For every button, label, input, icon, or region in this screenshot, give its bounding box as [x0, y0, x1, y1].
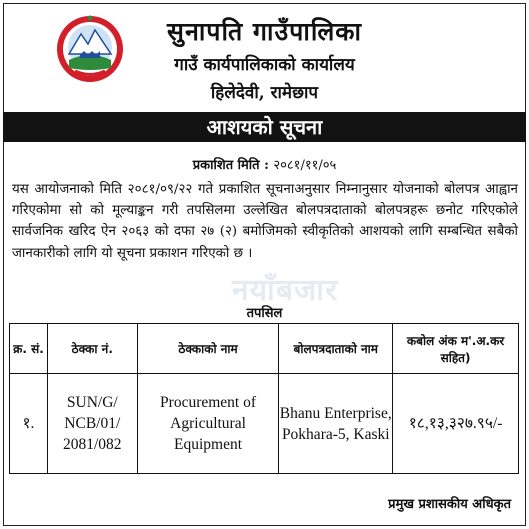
- watermark-text: नयाँबजार: [232, 273, 339, 308]
- header-sn: क्र. सं.: [10, 324, 48, 374]
- table-row: [10, 374, 519, 474]
- office-address: हिलेदेवी, रामेछाप: [210, 83, 319, 103]
- tender-table: [9, 323, 519, 474]
- cell-contract-no: SUN/G/ NCB/01/ 2081/082: [47, 374, 137, 474]
- notice-body: यस आयोजनाको मिति २०८१/०९/२२ गते प्रकाशित सूचनाअनुसार निम्नानुसार योजनाको बोलपत्र आह्वान गरिएकोमा सो को मूल्याङ्कन गरी तपसिलमा उल्लेखित बोलपत्रदाताको बोलपत्रहरू छनोट गरिएकोले सार्वजनिक खरिद ऐन २०६३ को दफा २७ (२) बमोजिमको स्वीकृतिको आशयको लागि सम्बन्धित सबैको जानकारीको लागि यो सूचना प्रकाशन गरिएको छ ।: [12, 182, 518, 261]
- cell-bidder-name: Bhanu Enterprise, Pokhara-5, Kaski: [279, 374, 393, 474]
- table-caption: तपसिल: [246, 306, 283, 321]
- published-label: प्रकाशित मिति :: [192, 158, 269, 173]
- cell-contract-name: Procurement of Agricultural Equipment: [137, 374, 279, 474]
- header-bidder-name: बोलपत्रदाताको नाम: [279, 324, 393, 374]
- signature-title: प्रमुख प्रशासकीय अधिकृत: [388, 497, 511, 512]
- header-contract-name: ठेक्काको नाम: [137, 324, 279, 374]
- cell-amount: १८,१३,३२७.९५/-: [393, 374, 519, 474]
- table-header-row: [10, 324, 519, 374]
- office-title: सुनापति गाउँपालिका: [167, 17, 362, 46]
- header-contract-no: ठेक्का नं.: [47, 324, 137, 374]
- cell-sn: १.: [10, 374, 48, 474]
- header-amount: कबोल अंक म'.अ.कर सहित): [393, 324, 519, 374]
- office-subtitle: गाउँ कार्यपालिकाको कार्यालय: [174, 55, 355, 75]
- published-date: २०८१/११/०५: [273, 158, 337, 173]
- notice-heading: आशयको सूचना: [3, 112, 526, 142]
- published-date-line: [0, 155, 529, 173]
